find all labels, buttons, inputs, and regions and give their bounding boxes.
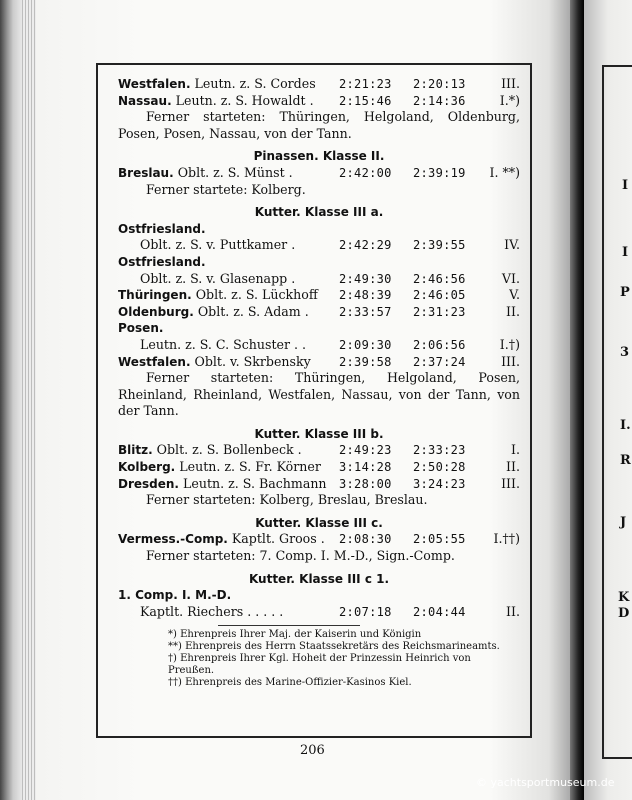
result-row xyxy=(118,337,520,354)
person: Leutn. z. S. Bachmann xyxy=(183,475,327,491)
time-corrected: 2:05:55 xyxy=(413,532,466,547)
person: Kaptlt. Riechers . . . . . xyxy=(140,603,284,619)
adjacent-page xyxy=(584,0,632,800)
boat-name: Westfalen. xyxy=(118,354,191,369)
section-heading: Kutter. Klasse III c 1. xyxy=(248,571,390,586)
time-elapsed: 3:28:00 xyxy=(339,476,392,491)
time-corrected: 2:46:56 xyxy=(413,271,466,286)
footnotes xyxy=(118,629,520,688)
result-row xyxy=(118,442,520,459)
time-corrected: 2:37:24 xyxy=(413,354,466,369)
place: III. xyxy=(501,475,520,491)
time-corrected: 2:46:05 xyxy=(413,288,466,303)
time-elapsed: 2:49:30 xyxy=(339,271,392,286)
place: I.*) xyxy=(499,92,520,108)
person: Oblt. z. S. Bollenbeck . xyxy=(156,442,302,458)
person: Leutn. z. S. C. Schuster . . xyxy=(140,336,307,352)
boat-name: Westfalen. xyxy=(118,77,191,91)
time-elapsed: 2:49:23 xyxy=(339,443,392,458)
place: VI. xyxy=(501,270,520,286)
place: I. **) xyxy=(489,164,520,180)
time-elapsed: 2:21:23 xyxy=(339,77,392,91)
footnote: **) Ehrenpreis des Herrn Staatssekretärs des Reichsmarineamts. xyxy=(168,641,500,653)
person: Kaptlt. Groos . xyxy=(231,531,325,547)
place: IV. xyxy=(504,237,520,253)
time-corrected: 2:20:13 xyxy=(413,77,466,91)
book-spine-left xyxy=(0,0,22,800)
boat-line xyxy=(118,254,520,271)
adjacent-page-frame xyxy=(602,65,632,759)
boat-name: Nassau. xyxy=(118,93,172,108)
regatta-results xyxy=(118,76,520,688)
place: I.††) xyxy=(493,531,520,547)
boat-name: Kolberg. xyxy=(118,460,176,475)
boat-name: Ostfriesland. xyxy=(118,221,206,236)
adjacent-fragment: I. xyxy=(620,418,631,433)
boat-name: Vermess.-Comp. xyxy=(118,532,228,547)
result-row xyxy=(118,304,520,321)
result-row xyxy=(118,604,520,621)
adjacent-fragment: I xyxy=(622,245,629,260)
adjacent-fragment: 3 xyxy=(620,345,630,360)
boat-name: Thüringen. xyxy=(118,288,192,303)
adjacent-fragment: I xyxy=(622,178,629,193)
person: Leutn. z. S. Cordes xyxy=(194,76,316,91)
person: Leutn. z. S. Fr. Körner xyxy=(179,459,321,475)
time-corrected: 2:33:23 xyxy=(413,443,466,458)
time-corrected: 2:14:36 xyxy=(413,93,466,108)
book-gutter xyxy=(570,0,584,800)
time-corrected: 2:50:28 xyxy=(413,460,466,475)
result-row xyxy=(118,476,520,493)
boat-line xyxy=(118,320,520,337)
person: Oblt. v. Skrbensky xyxy=(194,353,311,369)
time-corrected: 2:06:56 xyxy=(413,337,466,352)
other-starters: Ferner startete: Kolberg. xyxy=(146,181,306,197)
result-row xyxy=(118,237,520,254)
time-corrected: 2:39:19 xyxy=(413,165,466,180)
section-heading: Kutter. Klasse III c. xyxy=(255,515,383,530)
section-heading: Kutter. Klasse III b. xyxy=(254,426,384,441)
result-row xyxy=(118,165,520,182)
footnote: †) Ehrenpreis Ihrer Kgl. Hoheit der Prinzessin Heinrich von Preußen. xyxy=(168,653,471,676)
boat-line xyxy=(118,221,520,238)
time-elapsed: 2:33:57 xyxy=(339,304,392,319)
time-elapsed: 2:39:58 xyxy=(339,354,392,369)
result-row xyxy=(118,354,520,371)
boat-name: Posen. xyxy=(118,321,164,336)
other-starters: Ferner starteten: 7. Comp. I. M.-D., Sign.-Comp. xyxy=(146,548,455,564)
time-elapsed: 2:09:30 xyxy=(339,337,392,352)
boat-name: 1. Comp. I. M.-D. xyxy=(118,588,232,603)
footnote: ††) Ehrenpreis des Marine-Offizier-Kasinos Kiel. xyxy=(168,676,412,688)
other-starters: Ferner starteten: Thüringen, Helgoland, Posen, Rheinland, Rheinland, Westfalen, Nassau, von der Tann, von der Tann. xyxy=(118,370,520,419)
page-number: 206 xyxy=(300,743,325,758)
time-elapsed: 3:14:28 xyxy=(339,460,392,475)
person: Oblt. z. S. Adam . xyxy=(197,303,309,319)
person: Oblt. z. S. v. Puttkamer . xyxy=(140,237,296,253)
adjacent-fragment: P xyxy=(620,285,630,300)
adjacent-fragment: D xyxy=(618,606,630,621)
time-corrected: 2:39:55 xyxy=(413,238,466,253)
person: Leutn. z. S. Howaldt . xyxy=(175,92,314,108)
person: Oblt. z. S. v. Glasenapp . xyxy=(140,270,296,286)
result-row xyxy=(118,271,520,288)
time-elapsed: 2:48:39 xyxy=(339,288,392,303)
boat-name: Breslau. xyxy=(118,165,174,180)
person: Oblt. z. S. Münst . xyxy=(177,164,293,180)
place: I.†) xyxy=(499,336,520,352)
adjacent-fragment: R xyxy=(620,453,631,468)
footnote: *) Ehrenpreis Ihrer Maj. der Kaiserin und Königin xyxy=(168,629,422,641)
adjacent-fragment: K xyxy=(618,590,630,605)
time-elapsed: 2:42:29 xyxy=(339,238,392,253)
footnote-separator xyxy=(218,625,360,626)
time-elapsed: 2:15:46 xyxy=(339,93,392,108)
watermark: © yachtsportmuseum.de xyxy=(476,776,615,789)
time-corrected: 2:04:44 xyxy=(413,604,466,619)
place: II. xyxy=(506,303,520,319)
section-heading: Kutter. Klasse III a. xyxy=(254,205,384,220)
boat-name: Blitz. xyxy=(118,443,153,458)
page-edges xyxy=(22,0,36,800)
section-heading: Pinassen. Klasse II. xyxy=(253,149,385,164)
boat-name: Dresden. xyxy=(118,476,179,491)
other-starters: Ferner starteten: Thüringen, Helgoland, Oldenburg, Posen, Posen, Nassau, von der Tann. xyxy=(118,109,520,141)
time-corrected: 2:31:23 xyxy=(413,304,466,319)
place: II. xyxy=(506,603,520,619)
boat-line xyxy=(118,587,520,604)
boat-name: Oldenburg. xyxy=(118,304,194,319)
time-corrected: 3:24:23 xyxy=(413,476,466,491)
person: Oblt. z. S. Lückhoff xyxy=(195,287,318,303)
time-elapsed: 2:07:18 xyxy=(339,604,392,619)
place: III. xyxy=(501,76,520,91)
place: I. xyxy=(511,442,520,458)
boat-name: Ostfriesland. xyxy=(118,254,206,269)
place: V. xyxy=(509,287,520,303)
place: II. xyxy=(506,459,520,475)
result-row xyxy=(118,287,520,304)
time-elapsed: 2:42:00 xyxy=(339,165,392,180)
place: III. xyxy=(501,353,520,369)
adjacent-fragment: J xyxy=(620,515,627,530)
other-starters: Ferner starteten: Kolberg, Breslau, Breslau. xyxy=(146,492,428,508)
result-row xyxy=(118,459,520,476)
time-elapsed: 2:08:30 xyxy=(339,532,392,547)
result-row xyxy=(118,76,520,93)
result-row xyxy=(118,531,520,548)
result-row xyxy=(118,93,520,110)
